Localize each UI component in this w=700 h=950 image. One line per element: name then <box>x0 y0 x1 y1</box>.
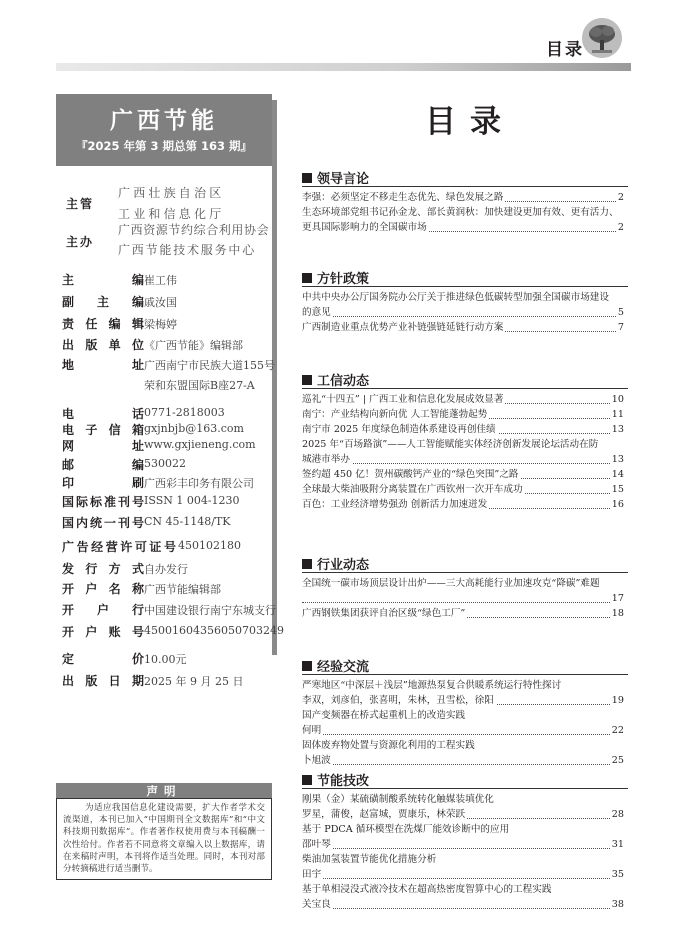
toc-section-heading <box>302 168 369 187</box>
toc-section-name: 节能技改 <box>317 774 370 789</box>
address-value-2: 荣和东盟国际B座27-A <box>144 379 255 392</box>
toc-page-number: 25 <box>611 755 624 766</box>
toc-entry-title: 刚果（金）某硫磺制酸系统转化触媒装填优化 <box>302 794 494 805</box>
toc-section-rule <box>302 572 628 573</box>
account-name-label: 开户名称 <box>62 582 144 596</box>
toc-entry <box>302 483 624 497</box>
toc-entry <box>302 898 624 912</box>
toc-entry-text: 李双，刘彦伯，张喜明，朱林，丑雪松，徐阳 <box>302 695 494 706</box>
tree-logo-icon <box>582 18 622 58</box>
bank-label: 开 户 行 <box>62 603 144 617</box>
editor-label: 主 编 <box>62 273 144 287</box>
masthead-row-address <box>62 356 275 374</box>
dot-leader <box>302 878 624 879</box>
price-value: 10.00元 <box>144 653 187 666</box>
price-label: 定 价 <box>62 652 144 666</box>
toc-page-number: 18 <box>611 608 624 619</box>
phone-value: 0771-2818003 <box>144 406 225 419</box>
toc-entry-text: 巡礼“十四五” | 广西工业和信息化发展成效显著 <box>302 394 504 405</box>
website-value: www.gxjieneng.com <box>144 438 256 451</box>
masthead-row-dist <box>62 560 272 578</box>
toc-entry <box>302 592 624 606</box>
toc-entry <box>302 321 624 335</box>
distribution-label: 发行方式 <box>62 562 144 576</box>
toc-entry <box>302 694 624 708</box>
printer-label: 印 刷 <box>62 476 144 490</box>
toc-entry <box>302 838 624 852</box>
toc-entry-text: 李强：必须坚定不移走生态优先、绿色发展之路 <box>302 192 504 203</box>
masthead-row-acct-name <box>62 580 272 598</box>
toc-entry <box>302 393 624 407</box>
toc-page-number: 5 <box>617 307 624 318</box>
toc-entry <box>302 754 624 768</box>
dot-leader <box>302 848 624 849</box>
toc-page-number: 15 <box>611 484 624 495</box>
resp-editor-label: 责任编辑 <box>62 317 144 331</box>
toc-entry-title: 基于单相浸没式液冷技术在超高热密度智算中心的工程实践 <box>302 884 552 895</box>
masthead-row-publisher <box>62 336 272 354</box>
masthead-row-web <box>62 437 272 455</box>
address-label: 地 址 <box>62 358 144 372</box>
toc-section-name: 领导言论 <box>317 172 370 187</box>
section-square-icon <box>302 173 312 183</box>
toc-entry <box>302 607 624 621</box>
toc-entry-text: 签约超 450 亿！贺州碳酸钙产业的“绿色突围”之路 <box>302 469 519 480</box>
account-number-value: 45001604356050703249 <box>144 624 284 637</box>
toc-entry-text: 何明 <box>302 725 322 736</box>
toc-entry-text: 邵叶琴 <box>302 839 331 850</box>
toc-section-heading <box>302 554 369 573</box>
website-label: 网 址 <box>62 439 144 453</box>
toc-section-name: 行业动态 <box>317 558 370 573</box>
toc-page-number: 2 <box>617 222 624 233</box>
section-square-icon <box>302 559 312 569</box>
toc-page-number: 13 <box>611 454 624 465</box>
toc-page-number: 19 <box>611 695 624 706</box>
toc-entry <box>302 868 624 882</box>
toc-page-number: 14 <box>611 469 624 480</box>
toc-page-number: 16 <box>611 499 624 510</box>
dot-leader <box>302 734 624 735</box>
masthead-row-address-2 <box>62 376 272 394</box>
toc-entry-text: 的意见 <box>302 307 331 318</box>
toc-page-number: 11 <box>611 409 624 420</box>
toc-entry-text: 城港市举办 <box>302 454 350 465</box>
toc-entry-title: 国产变频器在桥式起重机上的改造实践 <box>302 710 466 721</box>
toc-section-rule <box>302 388 628 389</box>
toc-section-heading <box>302 770 369 789</box>
toc-section-rule <box>302 286 628 287</box>
toc-entry-text: 广西钢铁集团获评自治区级“绿色工厂” <box>302 608 466 619</box>
issn-value: ISSN 1 004-1230 <box>144 494 240 507</box>
toc-section-name: 工信动态 <box>317 374 370 389</box>
supervisor-line-1: 广西壮族自治区 <box>118 186 225 200</box>
masthead-row-bank <box>62 601 276 619</box>
section-square-icon <box>302 775 312 785</box>
printer-value: 广西彩丰印务有限公司 <box>144 477 254 490</box>
ad-license-value: 450102180 <box>178 539 241 552</box>
toc-entry-text: 罗星，蒲俊，赵富城，贾康乐，林荣跃 <box>302 809 466 820</box>
section-square-icon <box>302 273 312 283</box>
account-name-value: 广西节能编辑部 <box>144 583 221 596</box>
pub-date-value: 2025 年 9 月 25 日 <box>144 675 244 688</box>
address-value-1: 广西南宁市民族大道155号 <box>144 359 275 372</box>
toc-entry <box>302 498 624 512</box>
journal-name: 广西节能 <box>110 108 218 134</box>
masthead-row-print <box>62 474 272 492</box>
toc-entry-title: 基于 PDCA 循环模型在洗煤厂能效诊断中的应用 <box>302 824 510 835</box>
toc-entry-title: 全国统一碳市场顶层设计出炉——三大高耗能行业加速攻克“降碳”难题 <box>302 578 600 589</box>
toc-section-rule <box>302 674 628 675</box>
running-header-label: 目录 <box>546 40 584 60</box>
toc-entry-title: 2025 年“百场路演”——人工智能赋能实体经济创新发展论坛活动在防 <box>302 439 599 450</box>
supervisor-line-2: 工业和信息化厅 <box>118 207 225 221</box>
toc-entry-title: 柴油加氢装置节能优化措施分析 <box>302 854 437 865</box>
dot-leader <box>302 764 624 765</box>
toc-entry-title: 生态环境部党组书记孙金龙、部长黄润秋：加快建设更加有效、更有活力、 <box>302 207 619 218</box>
masthead-row-issn <box>62 493 272 511</box>
toc-page-number: 31 <box>611 839 624 850</box>
masthead-row-date <box>62 672 272 690</box>
toc-entry-text: 广西制造业重点优势产业补链强链延链行动方案 <box>302 322 504 333</box>
masthead-row-ad <box>62 538 272 556</box>
issn-label: 国际标准刊号 <box>62 495 144 509</box>
cn-value: CN 45-1148/TK <box>144 515 231 528</box>
masthead-row-deputy <box>62 293 272 311</box>
host-line-1: 广西资源节约综合利用协会 <box>118 223 270 237</box>
editor-value: 崔工伟 <box>144 274 177 287</box>
phone-label: 电 话 <box>62 407 144 421</box>
toc-entry-text: 更具国际影响力的全国碳市场 <box>302 222 427 233</box>
pub-date-label: 出版日期 <box>62 674 144 688</box>
toc-entry-text: 南宁：产业结构向新向优 人工智能蓬勃起势 <box>302 409 488 420</box>
email-label: 电子信箱 <box>62 423 144 437</box>
toc-entry-title: 固体废弃物处置与资源化利用的工程实践 <box>302 740 475 751</box>
header-rule <box>56 63 631 71</box>
masthead-row-editor <box>62 271 272 289</box>
masthead-row-cn <box>62 514 272 532</box>
toc-entry <box>302 423 624 437</box>
toc-page-number: 2 <box>617 192 624 203</box>
toc-entry <box>302 453 624 467</box>
supervisor-label: 主管 <box>66 197 95 211</box>
toc-page-number: 13 <box>611 424 624 435</box>
column-divider <box>272 100 277 655</box>
toc-page-number: 35 <box>611 869 624 880</box>
toc-page-number: 7 <box>617 322 624 333</box>
toc-entry <box>302 191 624 205</box>
toc-entry-title: 严寒地区“中深层＋浅层”地源热泵复合供暖系统运行特性探讨 <box>302 680 562 691</box>
masthead-row-resp <box>62 315 272 333</box>
toc-entry <box>302 221 624 235</box>
masthead-row-zip <box>62 456 272 474</box>
toc-section-name: 方针政策 <box>317 272 370 287</box>
issue-number: 『2025 年第 3 期总第 163 期』 <box>75 139 253 153</box>
section-square-icon <box>302 661 312 671</box>
dot-leader <box>302 602 624 603</box>
journal-title-block <box>56 94 272 166</box>
publisher-label: 出版单位 <box>62 338 144 352</box>
host-label: 主办 <box>66 235 95 249</box>
section-square-icon <box>302 375 312 385</box>
resp-editor-value: 梁梅婷 <box>144 318 177 331</box>
toc-section-heading <box>302 268 369 287</box>
toc-entry <box>302 408 624 422</box>
bank-value: 中国建设银行南宁东城支行 <box>144 604 276 617</box>
deputy-label: 副 主 编 <box>62 295 144 309</box>
toc-entry-text: 关宝良 <box>302 899 331 910</box>
dot-leader <box>302 908 624 909</box>
toc-section-rule <box>302 788 628 789</box>
toc-entry-text: 田宇 <box>302 869 322 880</box>
toc-entry-text: 南宁市 2025 年度绿色制造体系建设再创佳绩 <box>302 424 496 435</box>
toc-section-name: 经验交流 <box>317 660 370 675</box>
masthead-row-price <box>62 650 272 668</box>
masthead-row-acct-no <box>62 623 284 641</box>
deputy-value: 戚汝国 <box>144 296 177 309</box>
publisher-value: 《广西节能》编辑部 <box>144 339 243 352</box>
host-line-2: 广西节能技术服务中心 <box>118 243 257 257</box>
toc-page-number: 38 <box>611 899 624 910</box>
toc-page-number: 17 <box>611 593 624 604</box>
toc-entry-title: 中共中央办公厅国务院办公厅关于推进绿色低碳转型加强全国碳市场建设 <box>302 292 609 303</box>
toc-section-heading <box>302 656 369 675</box>
toc-title: 目录 <box>425 104 515 140</box>
email-value: gxjnbjb@163.com <box>144 422 244 435</box>
declaration-title: 声明 <box>56 783 272 798</box>
account-number-label: 开户账号 <box>62 625 144 639</box>
cn-label: 国内统一刊号 <box>62 516 144 530</box>
toc-page-number: 10 <box>611 394 624 405</box>
toc-page-number: 22 <box>611 725 624 736</box>
zip-label: 邮 编 <box>62 458 144 472</box>
ad-license-label: 广告经营许可证号 <box>62 540 176 554</box>
distribution-value: 自办发行 <box>144 563 188 576</box>
toc-page-number: 28 <box>611 809 624 820</box>
toc-section-heading <box>302 370 369 389</box>
toc-entry <box>302 306 624 320</box>
toc-entry <box>302 808 624 822</box>
toc-entry-text: 全球最大柴油吸附分离装置在广西钦州一次开车成功 <box>302 484 523 495</box>
declaration-body: 为适应我国信息化建设需要，扩大作者学术交流渠道，本刊已加入“中国期刊全文数据库”和“中文科技期刊数据库”。作者著作权使用费与本刊稿酬一次性给付。作者若不同意将文章编入以上数据库，请在来稿时声明，本刊将作适当处理。同时，本刊对部分转摘稿进行适当删节。 <box>56 798 272 880</box>
toc-entry <box>302 724 624 738</box>
toc-section-rule <box>302 186 628 187</box>
dot-leader <box>302 316 624 317</box>
toc-entry-text: 卜旭波 <box>302 755 331 766</box>
toc-entry-text: 百色：工业经济增势强劲 创新活力加速迸发 <box>302 499 488 510</box>
toc-entry <box>302 468 624 482</box>
zip-value: 530022 <box>144 457 186 470</box>
